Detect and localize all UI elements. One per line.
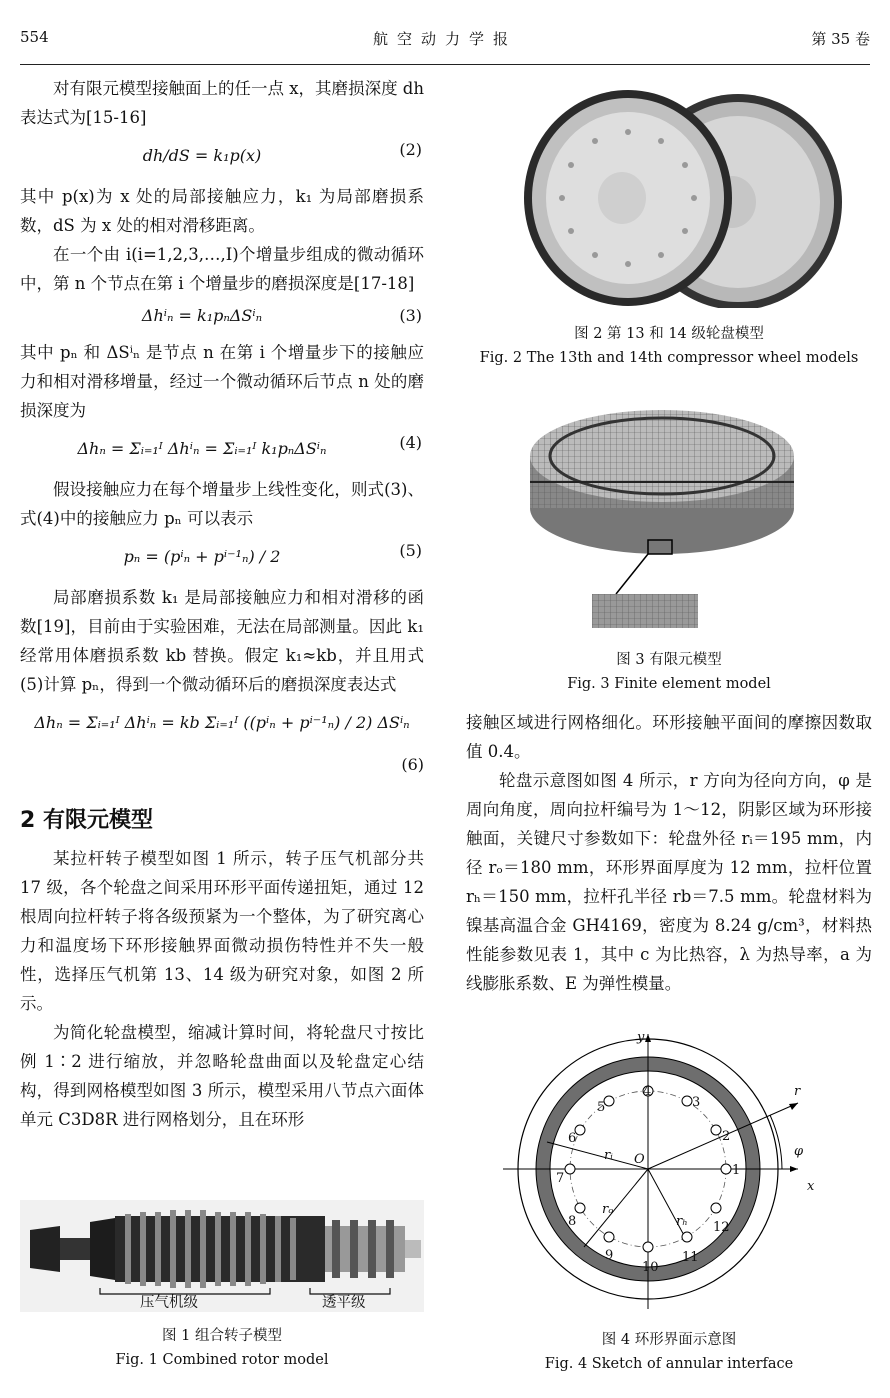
figure-caption-cn: 图 3 有限元模型 bbox=[616, 652, 722, 668]
equation-number: (4) bbox=[399, 433, 422, 452]
paragraph: 轮盘示意图如图 4 所示，r 方向为径向方向，φ 是周向角度，周向拉杆编号为 1～12，阴影区域为环形接触面，关键尺寸参数如下：轮盘外径 rᵢ＝195 mm，内径 rₒ＝180 mm，环形界面厚度为 12 mm，拉杆位置 rₕ＝150 mm，拉杆孔半径 rb＝7.5 mm。轮盘材料为镍基高温合金 GH4169，密度为 8.24 g/cm³，材料热性能参数见表 1，其中 c 为比热容，λ 为热导率，a 为线膨胀系数、E 为弹性模量。 bbox=[466, 771, 872, 993]
equation-body: dh/dS = k₁p(x) bbox=[142, 146, 262, 165]
figure-caption-en: Fig. 1 Combined rotor model bbox=[115, 1352, 329, 1368]
axis-r-label: r bbox=[794, 1084, 801, 1099]
hole-label-1: 1 bbox=[732, 1163, 741, 1178]
axis-x-label: x bbox=[807, 1179, 815, 1194]
paragraph: 在一个由 i(i=1,2,3,…,I)个增量步组成的微动循环中，第 n 个节点在第 i 个增量步的磨损深度是[17-18] bbox=[20, 245, 424, 293]
volume: 第 35 卷 bbox=[811, 30, 870, 48]
equation-body: Δhⁱₙ = k₁pₙΔSⁱₙ bbox=[141, 306, 263, 325]
wheel-models-image bbox=[466, 88, 872, 308]
figure-2 bbox=[466, 88, 872, 370]
figure-4 bbox=[466, 1026, 872, 1376]
hole-label-4: 4 bbox=[643, 1084, 652, 1099]
section-heading: 2 有限元模型 bbox=[20, 808, 153, 833]
equation-4 bbox=[20, 425, 424, 475]
paragraph: 接触区域进行网格细化。环形接触平面间的摩擦因数取值 0.4。 bbox=[466, 713, 872, 761]
radius-inner-label: rᵢ bbox=[604, 1148, 613, 1163]
figure-caption-en: Fig. 3 Finite element model bbox=[567, 676, 771, 692]
figure-caption-cn: 图 2 第 13 和 14 级轮盘模型 bbox=[574, 326, 764, 342]
hole-label-7: 7 bbox=[556, 1171, 565, 1186]
page-header bbox=[20, 28, 870, 56]
figure-3 bbox=[466, 396, 872, 696]
right-column bbox=[466, 708, 872, 998]
equation-2 bbox=[20, 132, 424, 182]
hole-label-9: 9 bbox=[605, 1248, 614, 1263]
paragraph: 某拉杆转子模型如图 1 所示，转子压气机部分共 17 级，各个轮盘之间采用环形平面传递扭矩，通过 12 根周向拉杆转子将各级预紧为一个整体，为了研究离心力和温度场下环形接触界面微动损伤特性并不失一般性，选择压气机第 13、14 级为研究对象，如图 2 所示。 bbox=[20, 849, 424, 1013]
paragraph: 其中 p(x)为 x 处的局部接触应力，k₁ 为局部磨损系数，dS 为 x 处的相对滑移距离。 bbox=[20, 187, 424, 235]
angle-label: φ bbox=[794, 1144, 804, 1159]
radius-outer-label: rₒ bbox=[602, 1202, 614, 1217]
label-turbine: 透平级 bbox=[322, 1295, 366, 1311]
equation-3 bbox=[20, 298, 424, 338]
header-rule bbox=[20, 64, 870, 65]
paragraph: 假设接触应力在每个增量步上线性变化，则式(3)、式(4)中的接触应力 pₙ 可以表示 bbox=[20, 480, 424, 528]
figure-caption-cn: 图 1 组合转子模型 bbox=[162, 1328, 282, 1344]
figure-caption-cn: 图 4 环形界面示意图 bbox=[601, 1332, 737, 1348]
hole-label-6: 6 bbox=[568, 1131, 577, 1146]
hole-label-12: 12 bbox=[713, 1220, 730, 1235]
equation-body: Δhₙ = Σᵢ₌₁ᴵ Δhⁱₙ = kb Σᵢ₌₁ᴵ ((pⁱₙ + pⁱ⁻¹ₙ) / 2) ΔSⁱₙ bbox=[34, 713, 410, 732]
equation-body: Δhₙ = Σᵢ₌₁ᴵ Δhⁱₙ = Σᵢ₌₁ᴵ k₁pₙΔSⁱₙ bbox=[77, 439, 327, 458]
hole-label-8: 8 bbox=[568, 1214, 577, 1229]
hole-label-2: 2 bbox=[722, 1129, 731, 1144]
fe-model-image bbox=[466, 396, 872, 632]
annular-interface-diagram bbox=[466, 1026, 872, 1312]
hole-label-10: 10 bbox=[642, 1260, 659, 1275]
paragraph: 其中 pₙ 和 ΔSⁱₙ 是节点 n 在第 i 个增量步下的接触应力和相对滑移增量，经过一个微动循环后节点 n 处的磨损深度为 bbox=[20, 343, 424, 420]
hole-label-11: 11 bbox=[682, 1250, 699, 1265]
hole-label-5: 5 bbox=[597, 1100, 606, 1115]
left-column bbox=[20, 74, 424, 1134]
equation-number: (5) bbox=[399, 541, 422, 560]
paragraph: 为简化轮盘模型，缩减计算时间，将轮盘尺寸按比例 1∶2 进行缩放，并忽略轮盘曲面以及轮盘定心结构，得到网格模型如图 3 所示，模型采用八节点六面体单元 C3D8R 进行网格划分，且在环形 bbox=[20, 1023, 424, 1129]
page-number: 554 bbox=[20, 28, 49, 46]
equation-body: pₙ = (pⁱₙ + pⁱ⁻¹ₙ) / 2 bbox=[123, 547, 281, 566]
equation-5 bbox=[20, 533, 424, 583]
equation-number: (2) bbox=[399, 140, 422, 159]
origin-label: O bbox=[634, 1152, 645, 1167]
label-compressor: 压气机级 bbox=[140, 1295, 198, 1311]
paragraph: 对有限元模型接触面上的任一点 x，其磨损深度 dh 表达式为[15-16] bbox=[20, 79, 424, 127]
axis-y-label: y bbox=[637, 1030, 645, 1045]
hole-label-3: 3 bbox=[692, 1095, 701, 1110]
equation-number: (3) bbox=[399, 306, 422, 325]
paragraph: 局部磨损系数 k₁ 是局部接触应力和相对滑移的函数[19]，目前由于实验困难，无法在局部测量。因此 k₁ 经常用体磨损系数 kb 替换。假定 k₁≈kb，并且用式(5)计算 pₙ，得到一个微动循环后的磨损深度表达式 bbox=[20, 588, 424, 694]
figure-caption-en: Fig. 2 The 13th and 14th compressor wheel models bbox=[479, 350, 859, 366]
equation-6 bbox=[20, 699, 424, 749]
equation-number: (6) bbox=[401, 755, 424, 774]
journal-title: 航空动力学报 bbox=[372, 30, 517, 48]
figure-1 bbox=[20, 1200, 424, 1372]
figure-caption-en: Fig. 4 Sketch of annular interface bbox=[544, 1356, 794, 1372]
radius-hole-label: rₕ bbox=[676, 1214, 688, 1229]
